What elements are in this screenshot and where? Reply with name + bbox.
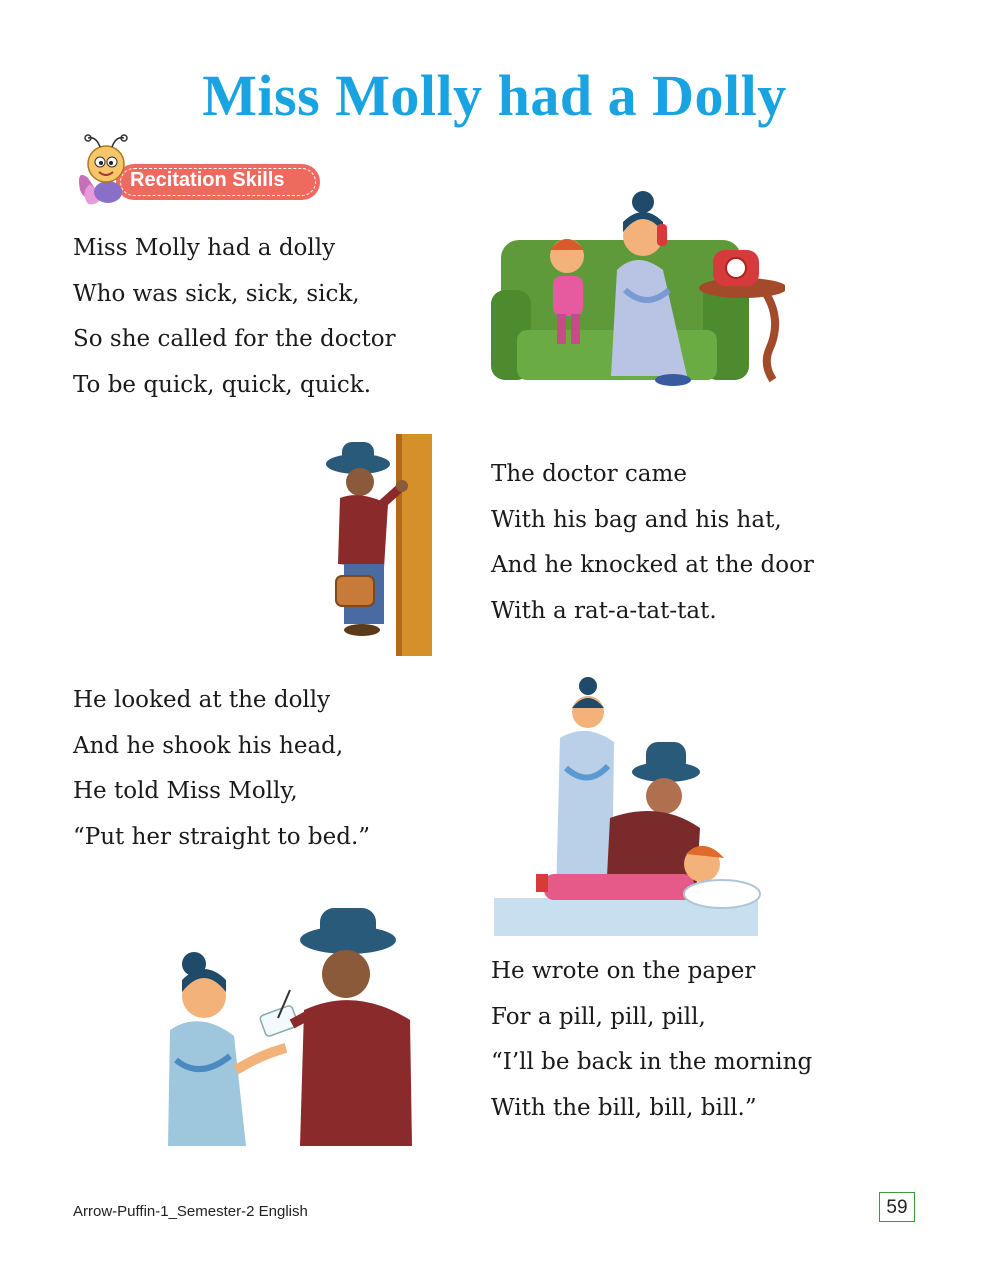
badge-label: Recitation Skills	[130, 169, 285, 191]
stanza-line: He wrote on the paper	[491, 958, 756, 984]
stanza-line: And he shook his head,	[73, 732, 344, 759]
stanza-line: For a pill, pill, pill,	[491, 1003, 706, 1030]
stanza-line: And he knocked at the door	[491, 552, 814, 578]
stanza-line: With the bill, bill, bill.”	[491, 1094, 757, 1121]
stanza-line: “I’ll be back in the morning	[491, 1049, 813, 1075]
stanza-2	[491, 452, 814, 634]
stanza-4	[491, 949, 812, 1131]
doctor-writing-prescription-illustration	[150, 900, 440, 1158]
stanza-line: With a rat-a-tat-tat.	[491, 597, 717, 624]
page-title: Miss Molly had a Dolly	[202, 63, 787, 128]
doctor-examining-dolly-illustration	[490, 668, 762, 940]
stanza-line: With his bag and his hat,	[491, 506, 782, 533]
stanza-line: The doctor came	[491, 461, 687, 487]
stanza-line: So she called for the doctor	[73, 326, 396, 352]
stanza-line: He told Miss Molly,	[73, 778, 298, 804]
stanza-line: To be quick, quick, quick.	[73, 371, 372, 398]
footer-text: Arrow-Puffin-1_Semester-2 English	[73, 1203, 308, 1220]
doctor-knocking-illustration	[318, 428, 458, 664]
stanza-3	[73, 678, 370, 860]
stanza-line: Who was sick, sick, sick,	[73, 280, 360, 307]
stanza-1	[73, 226, 396, 408]
molly-on-phone-illustration	[487, 180, 785, 402]
stanza-line: “Put her straight to bed.”	[73, 823, 371, 850]
page-number: 59	[879, 1192, 915, 1222]
stanza-line: He looked at the dolly	[73, 687, 331, 713]
stanza-line: Miss Molly had a dolly	[73, 235, 336, 261]
recitation-skills-badge	[76, 132, 326, 212]
